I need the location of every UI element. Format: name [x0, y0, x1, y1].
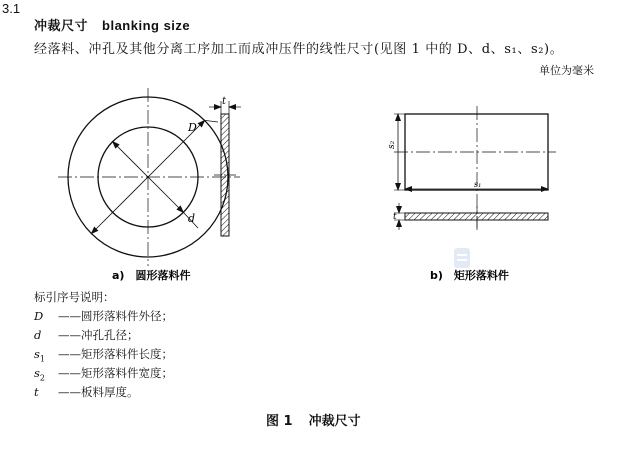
unit-note: 单位为毫米: [539, 64, 594, 77]
term-chinese: 冲裁尺寸: [34, 19, 89, 34]
legend-item-t: [34, 384, 139, 401]
faint-logo-icon: [452, 246, 472, 270]
dim-label-s1: s₁: [474, 180, 482, 189]
legend-symbol: s: [34, 347, 40, 361]
rectangular-blank-view: [387, 106, 556, 230]
legend-item-s2: [34, 365, 173, 382]
caption-circular: a) 圆形落料件: [112, 269, 191, 282]
legend-dash: ——: [58, 328, 81, 342]
legend-subscript: 2: [39, 373, 45, 383]
legend-text: 冲孔孔径；: [81, 328, 139, 342]
term-definition: 经落料、冲孔及其他分离工序加工而成冲压件的线性尺寸(见图 1 中的 D、d、s₁、s₂)。: [34, 42, 564, 57]
figure-number: 图 1: [266, 414, 293, 429]
legend-dash: ——: [58, 309, 81, 323]
rect-side-section: [405, 213, 548, 220]
figure-caption-text: 冲裁尺寸: [308, 414, 361, 429]
rectangular-blank-side-view: [393, 203, 548, 230]
dim-label-d: d: [188, 212, 196, 225]
legend-symbol: d: [34, 328, 42, 342]
legend-symbol: t: [34, 385, 39, 399]
circular-blank-view: [58, 88, 240, 266]
dim-label-t-rect: t: [393, 212, 397, 222]
legend-subscript: 1: [39, 354, 45, 364]
legend-item-D: [34, 308, 173, 325]
dim-label-t-circular: t: [222, 96, 227, 107]
circular-blank-side-view: [209, 96, 241, 236]
term-english: blanking size: [102, 18, 191, 33]
legend-item-s1: [34, 346, 173, 363]
legend-item-d: [34, 327, 139, 344]
legend-symbol: s: [34, 366, 40, 380]
legend-dash: ——: [58, 366, 81, 380]
legend-title: 标引序号说明：: [34, 290, 115, 304]
legend-text: 矩形落料件宽度；: [81, 366, 173, 380]
figure-title: [266, 410, 361, 429]
legend-text: 矩形落料件长度；: [81, 347, 173, 361]
dim-label-D: D: [188, 121, 197, 134]
dim-label-s2: s₂: [387, 140, 397, 149]
legend-text: 板料厚度。: [81, 385, 139, 399]
legend-dash: ——: [58, 347, 81, 361]
caption-rectangular: b) 矩形落料件: [430, 269, 509, 282]
legend-text: 圆形落料件外径；: [81, 309, 173, 323]
clause-number: 3.1: [2, 1, 21, 16]
legend-symbol: D: [34, 309, 44, 323]
legend-dash: ——: [58, 385, 81, 399]
